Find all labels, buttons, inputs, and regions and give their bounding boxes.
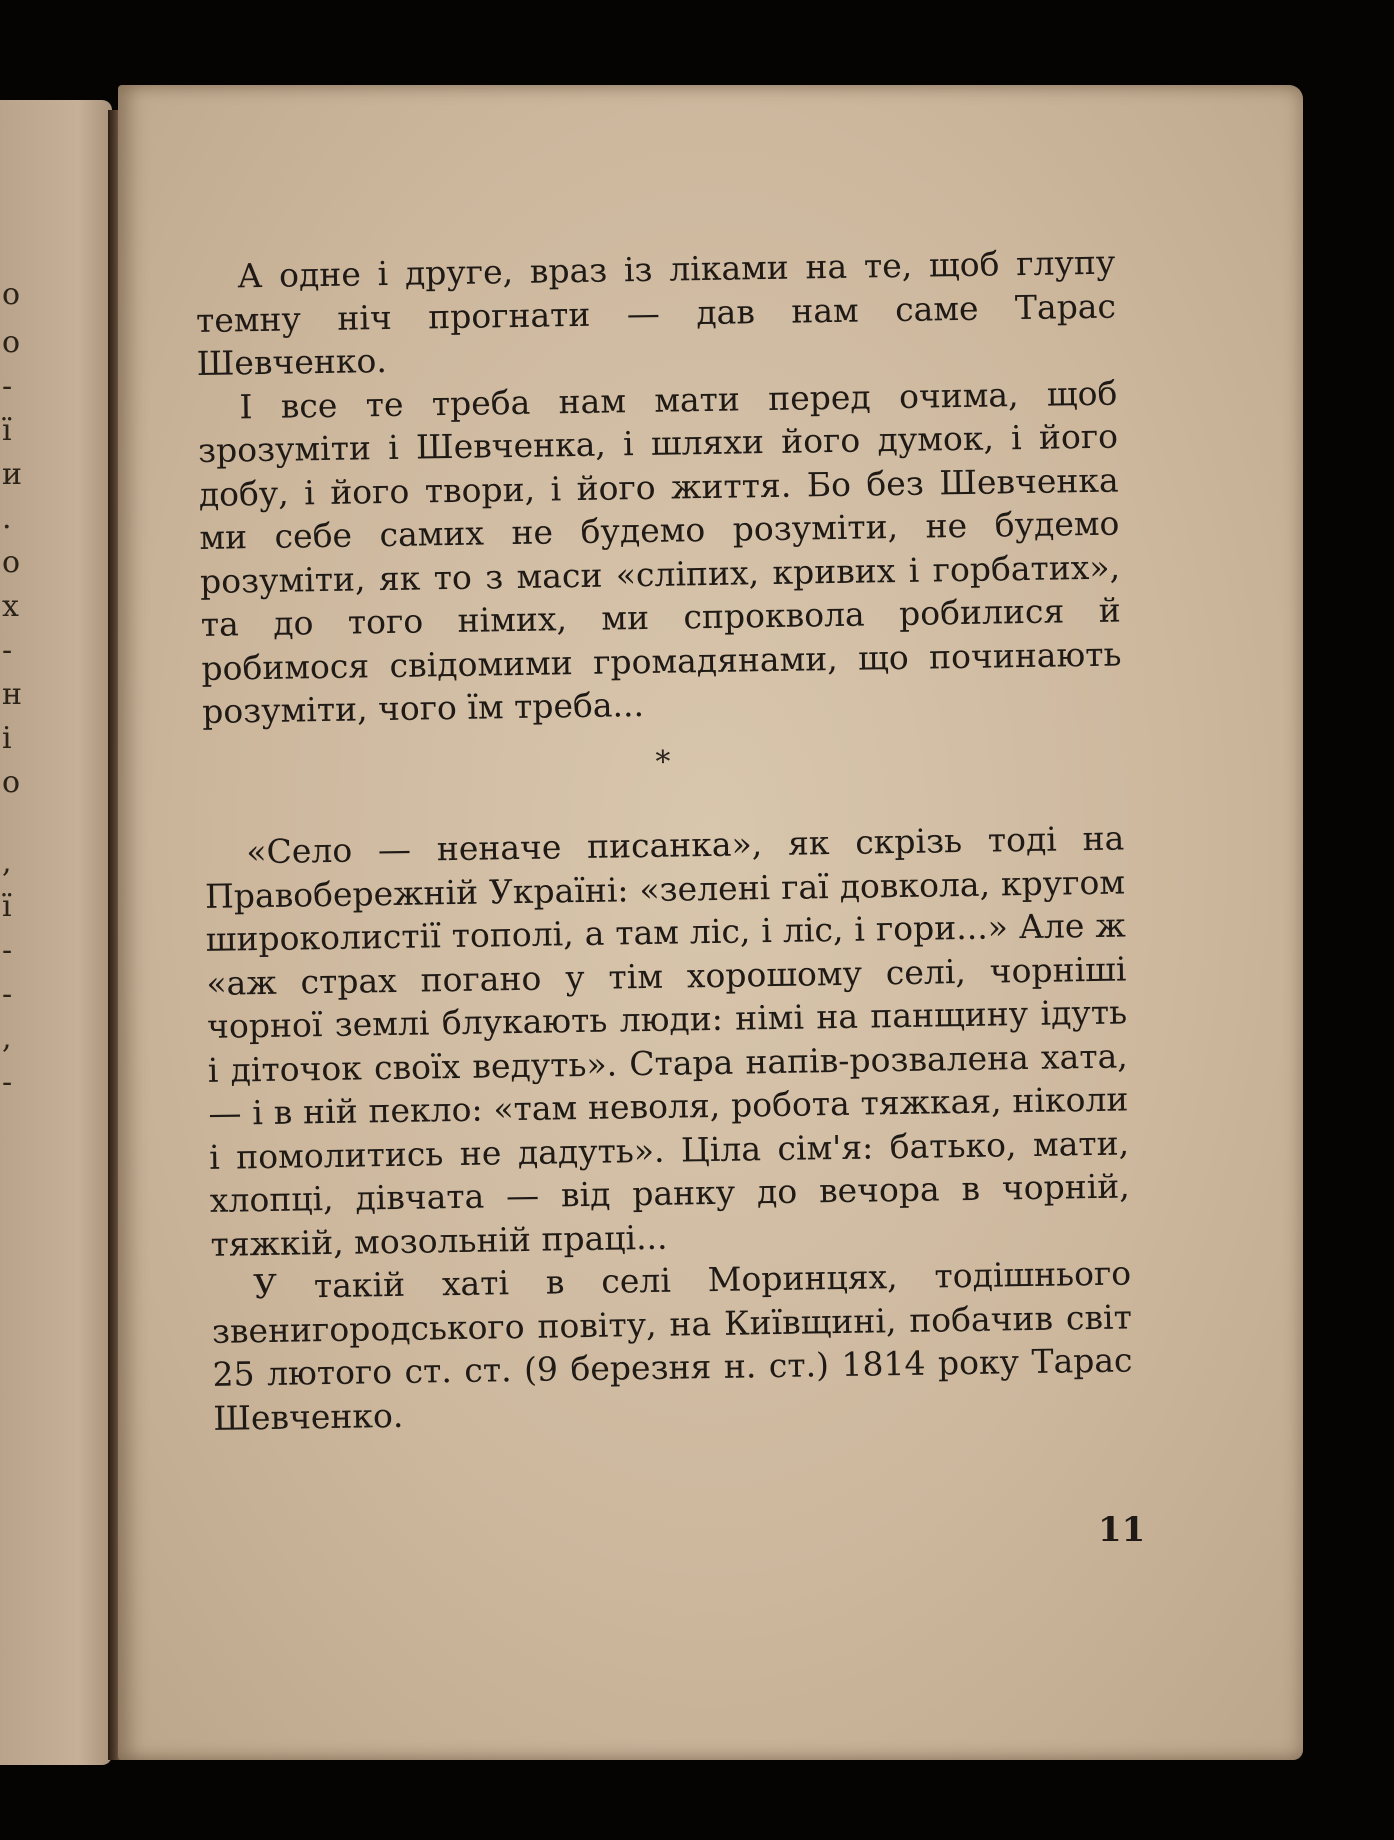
left-page-fragment: - [2,369,13,404]
left-page-fragment: ї [2,413,12,448]
left-page [0,100,112,1765]
page-number: 11 [1098,1510,1146,1550]
left-page-fragment: . [2,501,12,536]
left-page-fragment: і [2,721,12,756]
page-text [195,241,1133,1440]
left-page-fragment: и [2,457,22,492]
left-page-fragment: о [2,765,21,800]
left-page-fragment: - [2,633,13,668]
left-page-fragment: , [2,845,12,880]
left-page-fragment: - [2,933,13,968]
left-page-fragment: о [2,545,21,580]
paragraph: І все те треба нам мати перед очима, щоб зрозуміти і Шевченка, і шляхи його думок, і його добу, і його твори, і його життя. Бо без Шевченка ми себе самих не будемо розуміти, не будемо розуміти, як то з маси «сліпих, кривих і горбатих», та до того німих, ми спроквола робилися й робимося свідомими громадянами, що починають розуміти, чого їм треба... [197,373,1122,731]
paragraph: А одне і друге, враз із ліками на те, щоб глупу темну ніч прогнати — дав нам саме Тарас Шевченко. [195,242,1117,383]
paragraph: «Село — неначе писанка», як скрізь тоді на Правобережній Україні: «зелені гаї довкола, кругом широколистії тополі, а там ліс, і ліс, і гори...» Але ж «аж страх погано у тім хорошому селі, чорніші чорної землі блукають люди: німі на панщину ідуть і діточок своїх ведуть». Стара напів-розвалена хата, — і в ній пекло: «там неволя, робота тяжкая, ніколи і помолитись не дадуть». Ціла сім'я: батько, мати, хлопці, дівчата — від ранку до вечора в чорній, тяжкій, мозольній праці... [204,818,1131,1264]
section-separator: * [655,744,671,780]
left-page-fragment: о [2,277,21,312]
left-page-fragment: - [2,977,13,1012]
left-page-fragment: н [2,677,22,712]
left-page-fragment: о [2,325,21,360]
left-page-fragment: , [2,1021,12,1056]
paragraph: У такій хаті в селі Моринцях, тодішнього звенигородського повіту, на Київщині, побачив світ 25 лютого ст. ст. (9 березня н. ст.) 1814 року Тарас Шевченко. [211,1253,1133,1438]
left-page-fragment: ї [2,889,12,924]
left-page-fragment: х [2,589,19,624]
left-page-fragment: - [2,1065,13,1100]
